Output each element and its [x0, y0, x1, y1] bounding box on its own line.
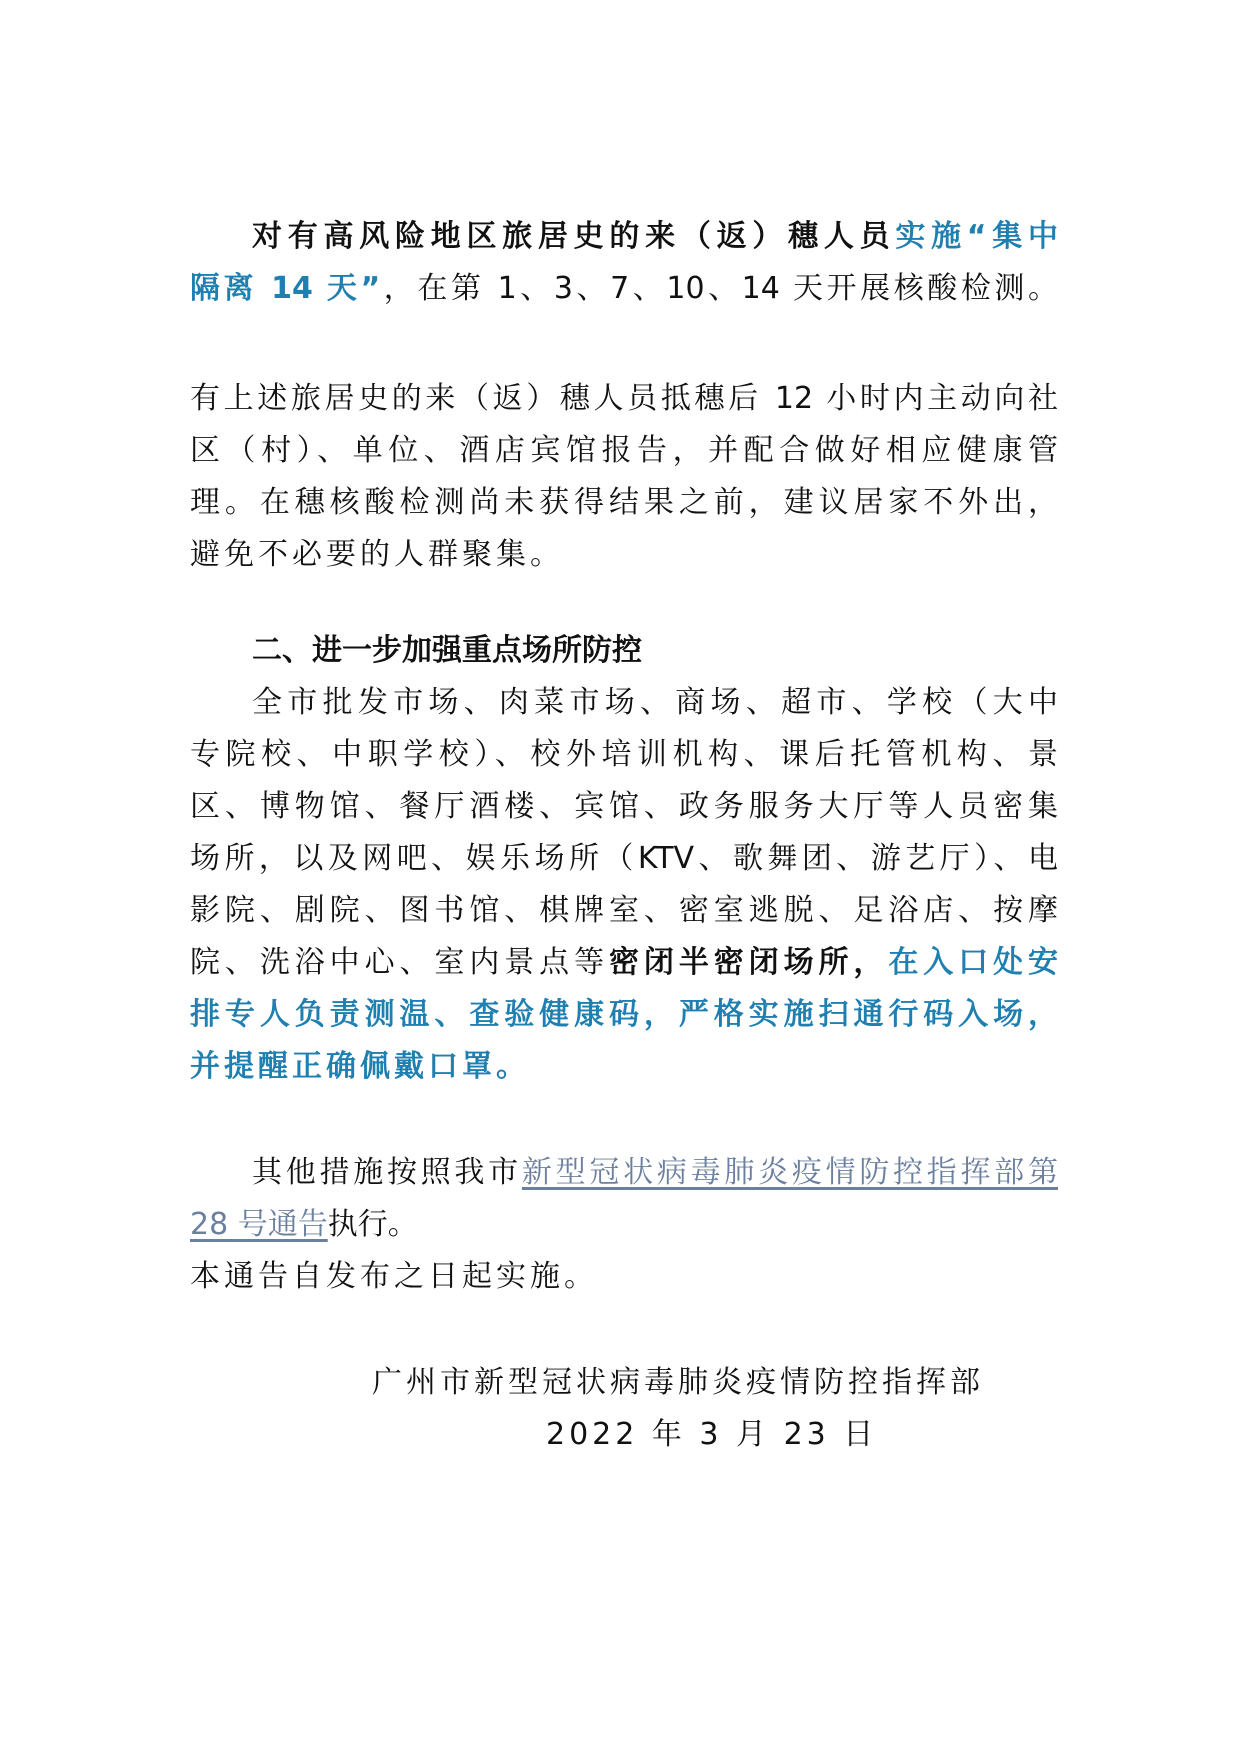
paragraph1-line1	[190, 211, 1058, 263]
section2-line7: 排专人负责测温、查验健康码，严格实施扫通行码入场，	[190, 997, 1058, 1032]
section2-line6	[190, 937, 1058, 989]
closing-line1	[190, 1147, 1058, 1199]
paragraph2-line1: 有上述旅居史的来（返）穗人员抵穗后 12 小时内主动向社	[190, 381, 1058, 416]
section2-line6-highlight: 在入口处安	[888, 945, 1059, 980]
section-heading: 二、进一步加强重点场所防控	[252, 633, 642, 668]
paragraph1-highlight-text: 实施“集中	[895, 219, 1059, 254]
paragraph1-bold-text: 对有高风险地区旅居史的来（返）穗人员	[252, 219, 896, 254]
paragraph2-line2: 区（村）、单位、酒店宾馆报告，并配合做好相应健康管	[190, 433, 1058, 468]
section2-line3: 区、博物馆、餐厅酒楼、宾馆、政务服务大厅等人员密集	[190, 789, 1058, 824]
paragraph1-text: ，在第 1、3、7、10、14 天开展核酸检测。	[380, 271, 1058, 306]
section2-line5: 影院、剧院、图书馆、棋牌室、密室逃脱、足浴店、按摩	[190, 893, 1058, 928]
paragraph2-line3: 理。在穗核酸检测尚未获得结果之前，建议居家不外出，	[190, 485, 1058, 520]
notice-28-link[interactable]: 新型冠状病毒肺炎疫情防控指挥部第	[521, 1155, 1059, 1190]
signature-date: 2022 年 3 月 23 日	[546, 1417, 878, 1452]
closing-line3: 本通告自发布之日起实施。	[190, 1259, 598, 1294]
paragraph2-line4: 避免不必要的人群聚集。	[190, 537, 564, 572]
closing-text: 其他措施按照我市	[252, 1155, 522, 1190]
closing-text-2: 执行。	[327, 1207, 418, 1242]
section2-line4: 场所，以及网吧、娱乐场所（KTV、歌舞团、游艺厅）、电	[190, 841, 1058, 876]
paragraph1-highlight-text-2: 隔离 14 天”	[190, 271, 381, 306]
closing-line2	[190, 1199, 1058, 1251]
section2-line1: 全市批发市场、肉菜市场、商场、超市、学校（大中	[252, 685, 1058, 720]
paragraph1-line2	[190, 263, 1058, 315]
notice-28-link-continued[interactable]: 28 号通告	[190, 1207, 328, 1242]
section2-line6-text: 院、洗浴中心、室内景点等	[190, 945, 609, 980]
section2-line6-bold: 密闭半密闭场所，	[609, 945, 889, 980]
signature-org: 广州市新型冠状病毒肺炎疫情防控指挥部	[372, 1365, 984, 1400]
section2-line2: 专院校、中职学校）、校外培训机构、课后托管机构、景	[190, 737, 1058, 772]
section2-line8: 并提醒正确佩戴口罩。	[190, 1049, 530, 1084]
